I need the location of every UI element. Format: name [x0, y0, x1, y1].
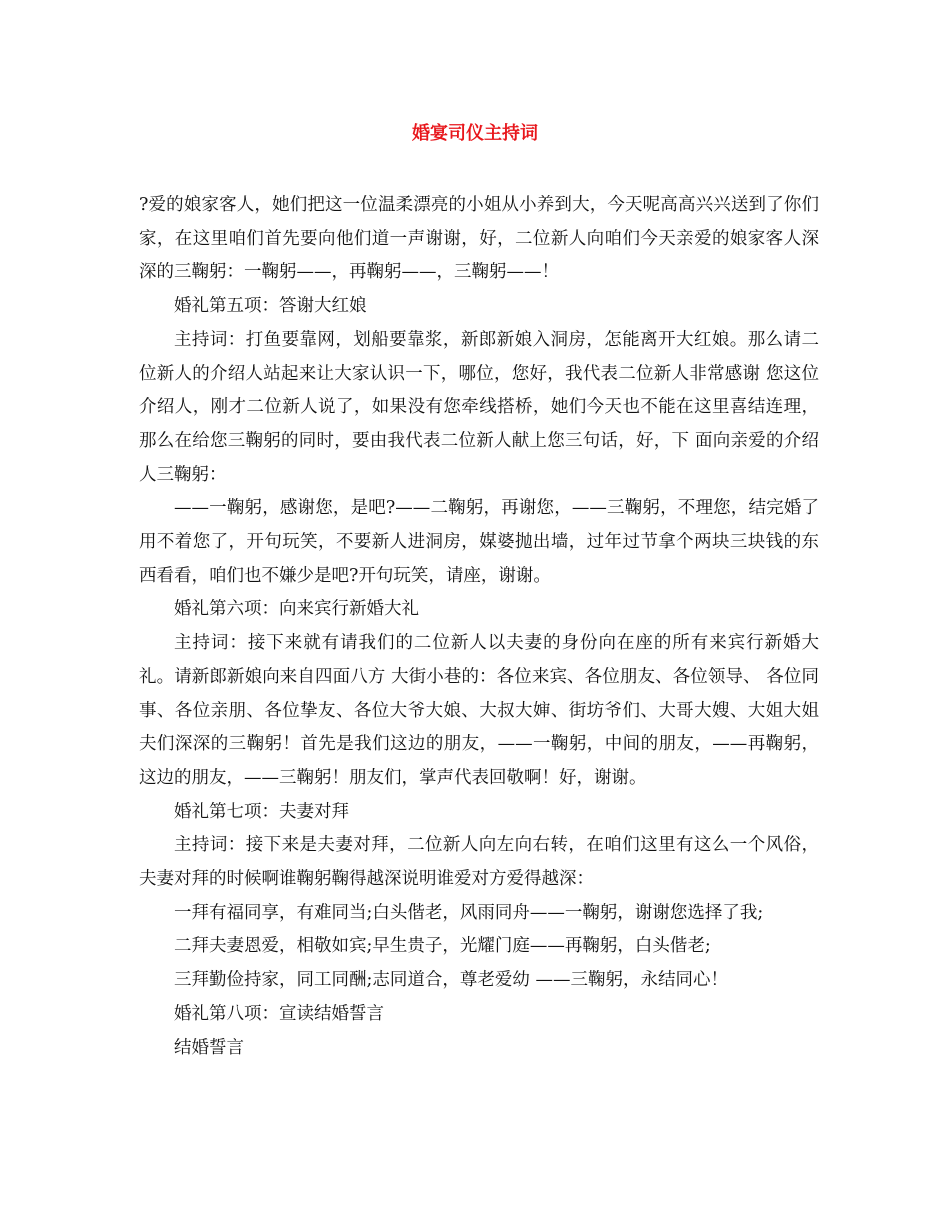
paragraph: ?爱的娘家客人，她们把这一位温柔漂亮的小姐从小养到大，今天呢高高兴兴送到了你们家，在这里咱们首先要向他们道一声谢谢，好，二位新人向咱们今天亲爱的娘家客人深深的三鞠躬：一鞠躬——，再鞠躬——，三鞠躬——！ [139, 195, 819, 283]
paragraph: 三拜勤俭持家，同工同酬;志同道合，尊老爱幼 ——三鞠躬，永结同心！ [174, 970, 728, 991]
paragraph: 结婚誓言 [174, 1037, 244, 1058]
paragraph: 主持词：接下来就有请我们的二位新人以夫妻的身份向在座的所有来宾行新婚大礼。请新郎新娘向来自四面八方 大街小巷的：各位来宾、各位朋友、各位领导、 各位同事、各位亲朋、各位挚友、各位大爷大娘、大叔大婶、街坊爷们、大哥大嫂、大姐大姐夫们深深的三鞠躬！首先是我们这边的朋友，——一鞠躬，中间的朋友，——再鞠躬，这边的朋友，——三鞠躬！朋友们，掌声代表回敬啊！好，谢谢。 [139, 633, 819, 788]
paragraph: 主持词：接下来是夫妻对拜，二位新人向左向右转，在咱们这里有这么一个风俗，夫妻对拜的时候啊谁鞠躬鞠得越深说明谁爱对方爱得越深： [139, 835, 819, 890]
section-heading: 婚礼第六项：向来宾行新婚大礼 [174, 599, 419, 620]
section-heading: 婚礼第五项：答谢大红娘 [174, 296, 367, 317]
section-heading: 婚礼第七项：夫妻对拜 [174, 801, 349, 822]
paragraph: 主持词：打鱼要靠网，划船要靠浆，新郎新娘入洞房，怎能离开大红娘。那么请二位新人的介绍人站起来让大家认识一下，哪位，您好，我代表二位新人非常感谢 您这位介绍人，刚才二位新人说了，如果没有您牵线搭桥，她们今天也不能在这里喜结连理，那么在给您三鞠躬的同时，要由我代表二位新人献上您三句话，好，下 面向亲爱的介绍人三鞠躬： [139, 329, 819, 485]
paragraph: 二拜夫妻恩爱，相敬如宾;早生贵子，光耀门庭——再鞠躬，白头偕老; [174, 936, 711, 957]
document-body [139, 189, 819, 1065]
paragraph: 一拜有福同享，有难同当;白头偕老，风雨同舟——一鞠躬，谢谢您选择了我; [174, 902, 764, 923]
paragraph: ——一鞠躬，感谢您，是吧?——二鞠躬，再谢您，——三鞠躬，不理您，结完婚了用不着您了，开句玩笑，不要新人进洞房，媒婆抛出墙，过年过节拿个两块三块钱的东西看看，咱们也不嫌少是吧?开句玩笑，请座，谢谢。 [139, 498, 819, 586]
section-heading: 婚礼第八项：宣读结婚誓言 [174, 1003, 384, 1024]
document-title: 婚宴司仪主持词 [412, 123, 538, 144]
